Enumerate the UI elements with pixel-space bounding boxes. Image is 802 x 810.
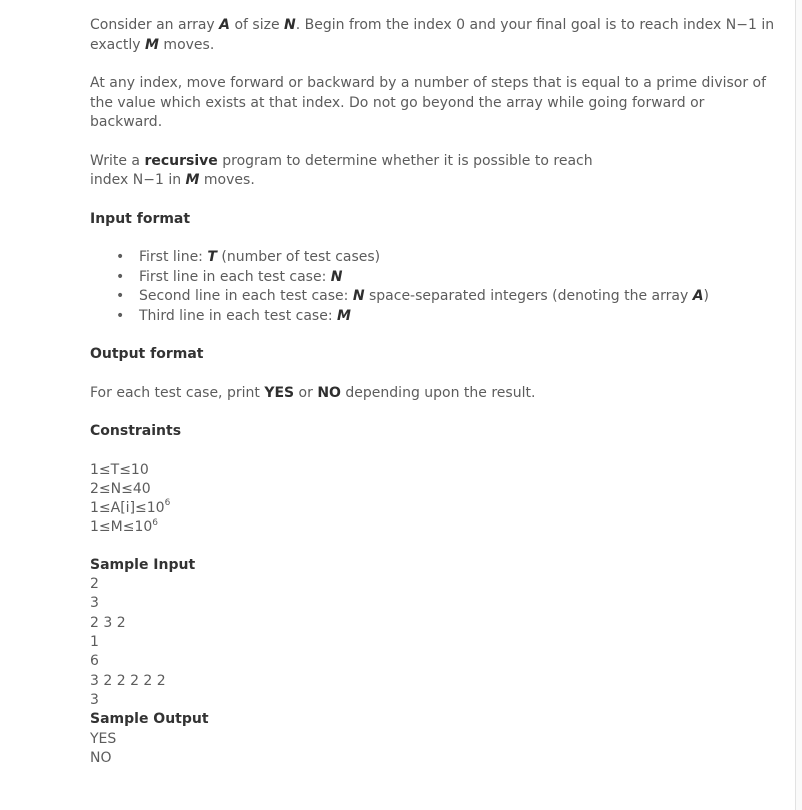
scrollbar-track[interactable] [795, 0, 802, 810]
output-text: depending upon the result. [340, 384, 536, 401]
bullet-icon: • [116, 288, 125, 304]
list-item-text: ) [703, 288, 710, 304]
constraint-text: 2≤N≤40 [90, 480, 151, 497]
list-item-text: (number of test cases) [216, 249, 381, 265]
intro-text: program to determine whether it is possible to reach [217, 152, 593, 169]
sample-input-line: 1 [90, 634, 99, 651]
output-format-heading: Output format [90, 346, 204, 362]
intro-text: index N−1 in [90, 172, 186, 188]
var-a: A [692, 288, 704, 304]
var-a: A [219, 17, 231, 33]
intro-text: Consider an array [90, 17, 220, 33]
sample-input-line: 3 [90, 691, 99, 708]
sample-output-block [90, 730, 780, 769]
sample-input-line: 3 2 2 2 2 2 [90, 672, 166, 689]
list-item-text: Second line in each test case: [139, 288, 353, 304]
var-n: N [330, 268, 343, 285]
sample-output-line: YES [90, 730, 117, 747]
list-item-text: space-separated integers (denoting the array [364, 288, 693, 304]
sample-input-heading: Sample Input [90, 556, 196, 573]
constraint-exponent: 6 [164, 498, 171, 509]
recursive-keyword: recursive [144, 152, 218, 169]
list-item-text: First line in each test case: [139, 268, 331, 285]
intro-paragraph-2: At any index, move forward or backward by a number of steps that is equal to a prime divisor of the value which exists at that index. Do not go beyond the array while going forward or backward. [90, 75, 767, 130]
constraint-line [90, 518, 780, 537]
constraints-heading: Constraints [90, 423, 182, 439]
var-m: M [145, 36, 159, 53]
var-m: M [185, 172, 200, 188]
input-format-heading: Input format [90, 210, 191, 227]
constraint-text: 1≤T≤10 [90, 461, 149, 478]
intro-text: Write a [90, 152, 145, 169]
sample-input-block [90, 575, 780, 710]
constraint-line [90, 499, 780, 518]
input-format-list [90, 248, 780, 326]
list-item [90, 307, 780, 327]
constraints-list [90, 461, 780, 538]
sample-input-line: 2 [90, 576, 99, 593]
intro-text: . Begin from the index 0 and your final goal is to reach index N−1 in exactly [90, 17, 775, 53]
constraint-line [90, 461, 780, 480]
var-n: N [352, 288, 365, 304]
list-item-text: Third line in each test case: [139, 307, 337, 324]
sample-input-line: 3 [90, 595, 99, 612]
list-item-text: First line: [139, 249, 208, 265]
var-n: N [284, 17, 296, 33]
output-text: For each test case, print [90, 384, 265, 401]
bullet-icon: • [116, 307, 125, 324]
constraint-exponent: 6 [152, 517, 158, 528]
list-item [90, 268, 780, 288]
var-m: M [337, 307, 351, 324]
bullet-icon: • [116, 249, 125, 265]
intro-paragraph-3 [90, 152, 780, 191]
output-format-text [90, 384, 780, 404]
sample-output-heading: Sample Output [90, 711, 209, 728]
sample-input-line: 6 [90, 653, 99, 670]
intro-text: moves. [199, 172, 255, 188]
constraint-text: 1≤A[i]≤10 [90, 500, 165, 517]
constraint-line [90, 480, 780, 499]
no-keyword: NO [317, 384, 341, 401]
problem-statement [90, 16, 780, 768]
var-t: T [207, 249, 217, 265]
bullet-icon: • [116, 268, 125, 285]
sample-output-line: NO [90, 750, 112, 767]
yes-keyword: YES [264, 384, 295, 401]
intro-text: of size [230, 17, 285, 33]
list-item [90, 248, 780, 268]
constraint-text: 1≤M≤10 [90, 519, 153, 536]
output-text: or [294, 384, 318, 401]
intro-paragraph-1 [90, 16, 780, 55]
intro-text: moves. [158, 36, 215, 53]
list-item [90, 287, 780, 307]
sample-input-line: 2 3 2 [90, 614, 126, 631]
